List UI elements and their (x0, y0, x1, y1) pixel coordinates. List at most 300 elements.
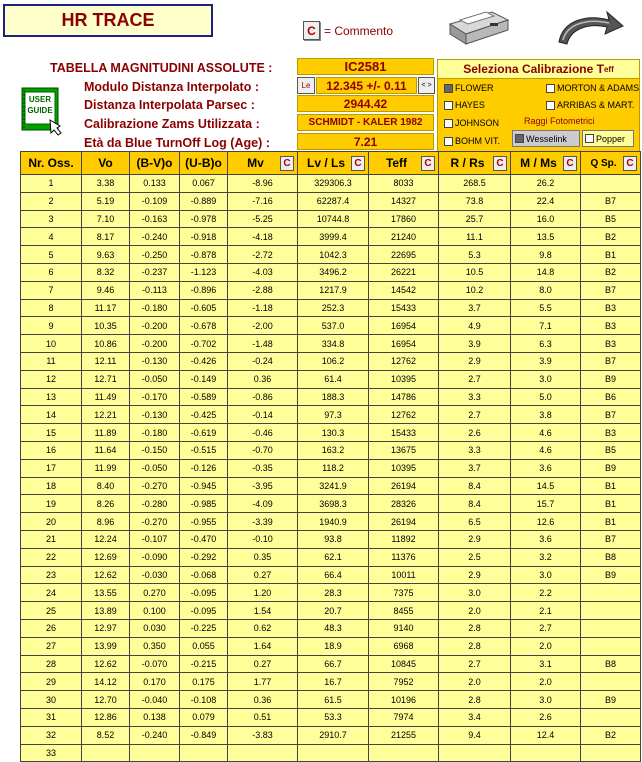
table-cell[interactable]: -0.86 (228, 388, 298, 406)
table-cell[interactable] (581, 744, 641, 762)
table-cell[interactable]: B5 (581, 441, 641, 459)
table-cell[interactable]: B7 (581, 281, 641, 299)
table-cell[interactable]: 8033 (369, 175, 439, 193)
table-cell[interactable]: -0.849 (180, 726, 228, 744)
table-cell[interactable]: -0.090 (130, 548, 180, 566)
table-cell[interactable]: 2 (21, 192, 82, 210)
table-cell[interactable]: 10.86 (82, 335, 130, 353)
distance-field[interactable]: 2944.42 (297, 95, 434, 112)
table-cell[interactable]: 53.3 (298, 708, 369, 726)
table-cell[interactable] (581, 175, 641, 193)
table-cell[interactable]: 22 (21, 548, 82, 566)
table-cell[interactable]: -0.619 (180, 424, 228, 442)
table-cell[interactable]: 7 (21, 281, 82, 299)
table-cell[interactable]: 8.4 (439, 495, 511, 513)
table-cell[interactable]: 2.9 (439, 352, 511, 370)
table-cell[interactable]: 2.8 (439, 691, 511, 709)
table-cell[interactable]: -0.240 (130, 726, 180, 744)
table-cell[interactable]: -0.109 (130, 192, 180, 210)
table-cell[interactable]: 12.24 (82, 530, 130, 548)
table-cell[interactable]: 62.1 (298, 548, 369, 566)
table-cell[interactable]: 16954 (369, 317, 439, 335)
option-flower[interactable]: FLOWER (444, 83, 494, 93)
table-cell[interactable]: 93.8 (298, 530, 369, 548)
table-cell[interactable] (581, 602, 641, 620)
table-cell[interactable]: 12762 (369, 352, 439, 370)
table-cell[interactable]: 13675 (369, 441, 439, 459)
table-cell[interactable]: B8 (581, 655, 641, 673)
table-cell[interactable]: -0.10 (228, 530, 298, 548)
table-cell[interactable]: 8 (21, 299, 82, 317)
table-cell[interactable]: 2.9 (439, 530, 511, 548)
table-cell[interactable]: B7 (581, 530, 641, 548)
table-cell[interactable]: B7 (581, 352, 641, 370)
table-cell[interactable]: -0.889 (180, 192, 228, 210)
table-cell[interactable]: 0.27 (228, 655, 298, 673)
table-cell[interactable]: 2910.7 (298, 726, 369, 744)
table-cell[interactable]: 9.8 (511, 246, 581, 264)
table-cell[interactable]: 8.0 (511, 281, 581, 299)
checkbox-icon[interactable] (444, 137, 453, 146)
table-cell[interactable]: 18 (21, 477, 82, 495)
cluster-field[interactable]: IC2581 (297, 58, 434, 75)
table-cell[interactable]: 2.0 (439, 602, 511, 620)
table-cell[interactable]: 12.69 (82, 548, 130, 566)
option-wesselink[interactable]: Wesselink (512, 130, 580, 147)
option-johnson[interactable]: JOHNSON (444, 118, 499, 128)
table-cell[interactable]: 48.3 (298, 619, 369, 637)
table-cell[interactable]: 13.5 (511, 228, 581, 246)
table-cell[interactable]: 12.11 (82, 352, 130, 370)
table-cell[interactable]: 24 (21, 584, 82, 602)
table-cell[interactable]: -3.39 (228, 513, 298, 531)
table-cell[interactable]: -0.050 (130, 370, 180, 388)
table-cell[interactable] (581, 673, 641, 691)
table-cell[interactable]: 12.71 (82, 370, 130, 388)
table-cell[interactable]: 12 (21, 370, 82, 388)
table-cell[interactable]: 3.0 (511, 691, 581, 709)
table-cell[interactable]: 4 (21, 228, 82, 246)
table-cell[interactable]: 30 (21, 691, 82, 709)
table-cell[interactable]: B3 (581, 299, 641, 317)
table-cell[interactable]: 28326 (369, 495, 439, 513)
printer-icon[interactable] (442, 6, 514, 50)
table-cell[interactable]: -0.200 (130, 317, 180, 335)
table-cell[interactable]: -0.24 (228, 352, 298, 370)
option-arribas-mart[interactable]: ARRIBAS & MART. (546, 100, 634, 110)
table-cell[interactable]: 28.3 (298, 584, 369, 602)
table-cell[interactable]: 13.89 (82, 602, 130, 620)
table-cell[interactable]: 0.067 (180, 175, 228, 193)
table-cell[interactable]: 12.86 (82, 708, 130, 726)
table-cell[interactable]: 1217.9 (298, 281, 369, 299)
table-cell[interactable]: -2.00 (228, 317, 298, 335)
table-cell[interactable]: B3 (581, 335, 641, 353)
table-cell[interactable]: 21240 (369, 228, 439, 246)
calib-field[interactable]: SCHMIDT - KALER 1982 (297, 114, 434, 131)
table-cell[interactable]: 0.055 (180, 637, 228, 655)
table-cell[interactable]: 6.3 (511, 335, 581, 353)
table-cell[interactable]: 8.17 (82, 228, 130, 246)
table-cell[interactable]: 0.175 (180, 673, 228, 691)
table-cell[interactable]: 0.270 (130, 584, 180, 602)
table-cell[interactable]: 11892 (369, 530, 439, 548)
table-cell[interactable]: 2.8 (439, 637, 511, 655)
table-cell[interactable]: 11.64 (82, 441, 130, 459)
comment-button[interactable]: C (493, 156, 507, 171)
table-cell[interactable]: 0.51 (228, 708, 298, 726)
table-cell[interactable]: 0.36 (228, 370, 298, 388)
table-cell[interactable]: -1.123 (180, 263, 228, 281)
table-cell[interactable]: 3.2 (511, 548, 581, 566)
table-cell[interactable]: B7 (581, 406, 641, 424)
table-cell[interactable]: 0.27 (228, 566, 298, 584)
checkbox-icon[interactable] (444, 119, 453, 128)
table-cell[interactable]: 23 (21, 566, 82, 584)
option-popper[interactable]: Popper (582, 130, 634, 147)
table-cell[interactable]: 2.0 (511, 673, 581, 691)
option-hayes[interactable]: HAYES (444, 100, 485, 110)
table-cell[interactable]: 8.26 (82, 495, 130, 513)
table-cell[interactable]: 3999.4 (298, 228, 369, 246)
table-cell[interactable]: -0.240 (130, 228, 180, 246)
table-cell[interactable]: -0.14 (228, 406, 298, 424)
table-cell[interactable]: 13 (21, 388, 82, 406)
table-cell[interactable]: 3.7 (439, 299, 511, 317)
table-cell[interactable]: B9 (581, 459, 641, 477)
table-cell[interactable]: B5 (581, 210, 641, 228)
table-cell[interactable]: 22695 (369, 246, 439, 264)
table-cell[interactable]: 12.21 (82, 406, 130, 424)
table-cell[interactable]: 2.7 (439, 406, 511, 424)
table-cell[interactable]: 252.3 (298, 299, 369, 317)
table-cell[interactable]: 3.9 (511, 352, 581, 370)
table-cell[interactable]: 10196 (369, 691, 439, 709)
modulo-left-button[interactable]: Le (297, 77, 315, 94)
table-cell[interactable]: 11.17 (82, 299, 130, 317)
table-cell[interactable]: 118.2 (298, 459, 369, 477)
table-cell[interactable]: -0.918 (180, 228, 228, 246)
table-cell[interactable]: 7974 (369, 708, 439, 726)
table-cell[interactable]: -2.72 (228, 246, 298, 264)
table-cell[interactable] (130, 744, 180, 762)
table-cell[interactable]: 3.7 (439, 459, 511, 477)
table-cell[interactable]: 8.96 (82, 513, 130, 531)
table-cell[interactable]: 3.0 (439, 584, 511, 602)
table-cell[interactable]: 9.4 (439, 726, 511, 744)
table-cell[interactable]: -0.515 (180, 441, 228, 459)
table-cell[interactable]: 73.8 (439, 192, 511, 210)
modulo-field[interactable]: 12.345 +/- 0.11 (316, 77, 417, 94)
table-cell[interactable]: 3.0 (511, 566, 581, 584)
table-cell[interactable]: -0.237 (130, 263, 180, 281)
table-cell[interactable]: 17860 (369, 210, 439, 228)
table-cell[interactable]: B2 (581, 263, 641, 281)
table-cell[interactable]: B6 (581, 388, 641, 406)
table-cell[interactable]: -0.107 (130, 530, 180, 548)
table-cell[interactable]: 10.2 (439, 281, 511, 299)
table-cell[interactable]: 106.2 (298, 352, 369, 370)
table-cell[interactable]: 25 (21, 602, 82, 620)
table-cell[interactable]: -0.095 (180, 602, 228, 620)
table-cell[interactable]: 6968 (369, 637, 439, 655)
table-cell[interactable]: -0.945 (180, 477, 228, 495)
table-cell[interactable]: 26194 (369, 477, 439, 495)
table-cell[interactable]: 7375 (369, 584, 439, 602)
table-cell[interactable]: -4.18 (228, 228, 298, 246)
table-cell[interactable]: 21255 (369, 726, 439, 744)
comment-button[interactable]: C (280, 156, 294, 171)
table-cell[interactable]: 0.350 (130, 637, 180, 655)
table-cell[interactable]: 14542 (369, 281, 439, 299)
table-cell[interactable]: 97.3 (298, 406, 369, 424)
table-cell[interactable]: -0.095 (180, 584, 228, 602)
table-cell[interactable]: 334.8 (298, 335, 369, 353)
table-cell[interactable]: 11.49 (82, 388, 130, 406)
table-cell[interactable]: 9140 (369, 619, 439, 637)
table-cell[interactable]: 0.35 (228, 548, 298, 566)
table-cell[interactable]: 0.133 (130, 175, 180, 193)
table-cell[interactable]: -0.678 (180, 317, 228, 335)
table-cell[interactable]: B1 (581, 513, 641, 531)
table-cell[interactable]: -0.35 (228, 459, 298, 477)
table-cell[interactable]: 188.3 (298, 388, 369, 406)
table-cell[interactable]: 4.6 (511, 441, 581, 459)
table-cell[interactable]: 9 (21, 317, 82, 335)
table-cell[interactable]: 2.0 (439, 673, 511, 691)
table-cell[interactable] (228, 744, 298, 762)
table-cell[interactable]: 537.0 (298, 317, 369, 335)
table-cell[interactable]: -0.050 (130, 459, 180, 477)
table-cell[interactable]: 3.9 (439, 335, 511, 353)
table-cell[interactable]: 25.7 (439, 210, 511, 228)
table-cell[interactable]: 163.2 (298, 441, 369, 459)
table-cell[interactable]: 26194 (369, 513, 439, 531)
table-cell[interactable]: -0.270 (130, 513, 180, 531)
table-cell[interactable]: -0.605 (180, 299, 228, 317)
table-cell[interactable]: 0.36 (228, 691, 298, 709)
table-cell[interactable]: 20.7 (298, 602, 369, 620)
table-cell[interactable]: B9 (581, 691, 641, 709)
table-cell[interactable]: 3.1 (511, 655, 581, 673)
table-cell[interactable]: 10.5 (439, 263, 511, 281)
table-cell[interactable]: -5.25 (228, 210, 298, 228)
option-bohm-vit[interactable]: BOHM VIT. (444, 136, 500, 146)
table-cell[interactable]: -0.70 (228, 441, 298, 459)
table-cell[interactable]: -0.040 (130, 691, 180, 709)
table-cell[interactable]: 1.54 (228, 602, 298, 620)
table-cell[interactable]: B1 (581, 246, 641, 264)
table-cell[interactable]: -0.068 (180, 566, 228, 584)
option-morton-adams[interactable]: MORTON & ADAMS (546, 83, 639, 93)
comment-button[interactable]: C (563, 156, 577, 171)
table-cell[interactable]: 7.10 (82, 210, 130, 228)
table-cell[interactable]: B1 (581, 477, 641, 495)
table-cell[interactable]: 11376 (369, 548, 439, 566)
table-cell[interactable]: 2.7 (439, 655, 511, 673)
table-cell[interactable]: 10395 (369, 370, 439, 388)
table-cell[interactable]: -0.425 (180, 406, 228, 424)
table-cell[interactable]: 0.170 (130, 673, 180, 691)
table-cell[interactable]: B7 (581, 192, 641, 210)
table-cell[interactable]: 11 (21, 352, 82, 370)
table-cell[interactable]: -8.96 (228, 175, 298, 193)
user-guide-icon[interactable] (20, 86, 68, 136)
table-cell[interactable]: 1940.9 (298, 513, 369, 531)
table-cell[interactable]: -0.978 (180, 210, 228, 228)
table-cell[interactable]: -0.292 (180, 548, 228, 566)
table-cell[interactable]: B9 (581, 566, 641, 584)
table-cell[interactable]: 2.8 (439, 619, 511, 637)
table-cell[interactable]: -0.130 (130, 352, 180, 370)
checkbox-icon[interactable] (546, 101, 555, 110)
table-cell[interactable]: 21 (21, 530, 82, 548)
table-cell[interactable]: 5.0 (511, 388, 581, 406)
table-cell[interactable]: 15 (21, 424, 82, 442)
table-cell[interactable]: 8.52 (82, 726, 130, 744)
table-cell[interactable]: -0.030 (130, 566, 180, 584)
table-cell[interactable]: 3.8 (511, 406, 581, 424)
table-cell[interactable]: -0.070 (130, 655, 180, 673)
table-cell[interactable]: 2.7 (511, 619, 581, 637)
table-cell[interactable]: -4.03 (228, 263, 298, 281)
table-cell[interactable]: 11.89 (82, 424, 130, 442)
table-cell[interactable]: -0.955 (180, 513, 228, 531)
table-cell[interactable]: 3.3 (439, 441, 511, 459)
table-cell[interactable]: 19 (21, 495, 82, 513)
table-cell[interactable]: 16.0 (511, 210, 581, 228)
table-cell[interactable]: -0.280 (130, 495, 180, 513)
table-cell[interactable]: 26221 (369, 263, 439, 281)
checkbox-icon[interactable] (444, 101, 453, 110)
table-cell[interactable]: 0.030 (130, 619, 180, 637)
table-cell[interactable]: 2.2 (511, 584, 581, 602)
table-cell[interactable]: 12.62 (82, 655, 130, 673)
table-cell[interactable]: B1 (581, 495, 641, 513)
table-cell[interactable]: B2 (581, 228, 641, 246)
table-cell[interactable]: 0.100 (130, 602, 180, 620)
table-cell[interactable]: 3.3 (439, 388, 511, 406)
table-cell[interactable]: -1.48 (228, 335, 298, 353)
table-cell[interactable]: 0.138 (130, 708, 180, 726)
table-cell[interactable]: B3 (581, 317, 641, 335)
table-cell[interactable] (581, 619, 641, 637)
comment-button[interactable]: C (623, 156, 637, 171)
table-cell[interactable]: 10845 (369, 655, 439, 673)
table-cell[interactable]: B8 (581, 548, 641, 566)
age-field[interactable]: 7.21 (297, 133, 434, 150)
table-cell[interactable]: 14.12 (82, 673, 130, 691)
table-cell[interactable]: -0.589 (180, 388, 228, 406)
table-cell[interactable]: 329306.3 (298, 175, 369, 193)
table-cell[interactable]: -0.163 (130, 210, 180, 228)
table-cell[interactable]: 4.6 (511, 424, 581, 442)
table-cell[interactable]: 2.6 (511, 708, 581, 726)
table-cell[interactable]: 1 (21, 175, 82, 193)
table-cell[interactable]: -1.18 (228, 299, 298, 317)
table-cell[interactable]: 9.46 (82, 281, 130, 299)
table-cell[interactable]: 3698.3 (298, 495, 369, 513)
table-cell[interactable]: 28 (21, 655, 82, 673)
table-cell[interactable]: 33 (21, 744, 82, 762)
table-cell[interactable]: 16.7 (298, 673, 369, 691)
table-cell[interactable]: -0.470 (180, 530, 228, 548)
table-cell[interactable]: 12.97 (82, 619, 130, 637)
table-cell[interactable]: -0.150 (130, 441, 180, 459)
table-cell[interactable]: 31 (21, 708, 82, 726)
checkbox-icon[interactable] (444, 84, 453, 93)
table-cell[interactable]: -2.88 (228, 281, 298, 299)
table-cell[interactable]: 7.1 (511, 317, 581, 335)
table-cell[interactable]: 2.0 (511, 637, 581, 655)
table-cell[interactable]: 5.3 (439, 246, 511, 264)
table-cell[interactable]: 8455 (369, 602, 439, 620)
table-cell[interactable]: 10395 (369, 459, 439, 477)
table-cell[interactable]: -0.180 (130, 424, 180, 442)
table-cell[interactable]: -0.149 (180, 370, 228, 388)
next-arrow-icon[interactable] (553, 6, 627, 50)
table-cell[interactable]: 1.20 (228, 584, 298, 602)
table-cell[interactable]: 14.5 (511, 477, 581, 495)
table-cell[interactable]: 2.5 (439, 548, 511, 566)
table-cell[interactable]: 130.3 (298, 424, 369, 442)
table-cell[interactable]: 3.38 (82, 175, 130, 193)
table-cell[interactable]: 10011 (369, 566, 439, 584)
comment-button[interactable]: C (421, 156, 435, 171)
comment-button[interactable]: C (303, 21, 320, 40)
table-cell[interactable]: -0.200 (130, 335, 180, 353)
table-cell[interactable]: 61.4 (298, 370, 369, 388)
table-cell[interactable] (581, 584, 641, 602)
table-cell[interactable]: -3.83 (228, 726, 298, 744)
table-cell[interactable]: 22.4 (511, 192, 581, 210)
table-cell[interactable]: 20 (21, 513, 82, 531)
table-cell[interactable]: 6 (21, 263, 82, 281)
table-cell[interactable]: -0.126 (180, 459, 228, 477)
table-cell[interactable] (369, 744, 439, 762)
table-cell[interactable]: 4.9 (439, 317, 511, 335)
table-cell[interactable]: 13.99 (82, 637, 130, 655)
table-cell[interactable]: 2.1 (511, 602, 581, 620)
table-cell[interactable]: 9.63 (82, 246, 130, 264)
table-cell[interactable]: 17 (21, 459, 82, 477)
table-cell[interactable] (581, 637, 641, 655)
table-cell[interactable]: 3241.9 (298, 477, 369, 495)
comment-button[interactable]: C (351, 156, 365, 171)
table-cell[interactable]: 18.9 (298, 637, 369, 655)
table-cell[interactable]: 2.6 (439, 424, 511, 442)
table-cell[interactable]: 268.5 (439, 175, 511, 193)
modulo-right-button[interactable]: < > (418, 77, 435, 94)
table-cell[interactable]: 8.32 (82, 263, 130, 281)
table-cell[interactable]: 10 (21, 335, 82, 353)
table-cell[interactable]: -0.985 (180, 495, 228, 513)
table-cell[interactable]: 27 (21, 637, 82, 655)
table-cell[interactable]: 0.079 (180, 708, 228, 726)
table-cell[interactable]: 15433 (369, 424, 439, 442)
table-cell[interactable]: 62287.4 (298, 192, 369, 210)
table-cell[interactable]: -0.113 (130, 281, 180, 299)
table-cell[interactable]: 16 (21, 441, 82, 459)
table-cell[interactable]: 26 (21, 619, 82, 637)
table-cell[interactable]: 11.99 (82, 459, 130, 477)
table-cell[interactable]: 0.62 (228, 619, 298, 637)
table-cell[interactable]: 3 (21, 210, 82, 228)
table-cell[interactable]: 12.70 (82, 691, 130, 709)
table-cell[interactable]: -0.170 (130, 388, 180, 406)
table-cell[interactable]: -0.250 (130, 246, 180, 264)
table-cell[interactable]: 6.5 (439, 513, 511, 531)
